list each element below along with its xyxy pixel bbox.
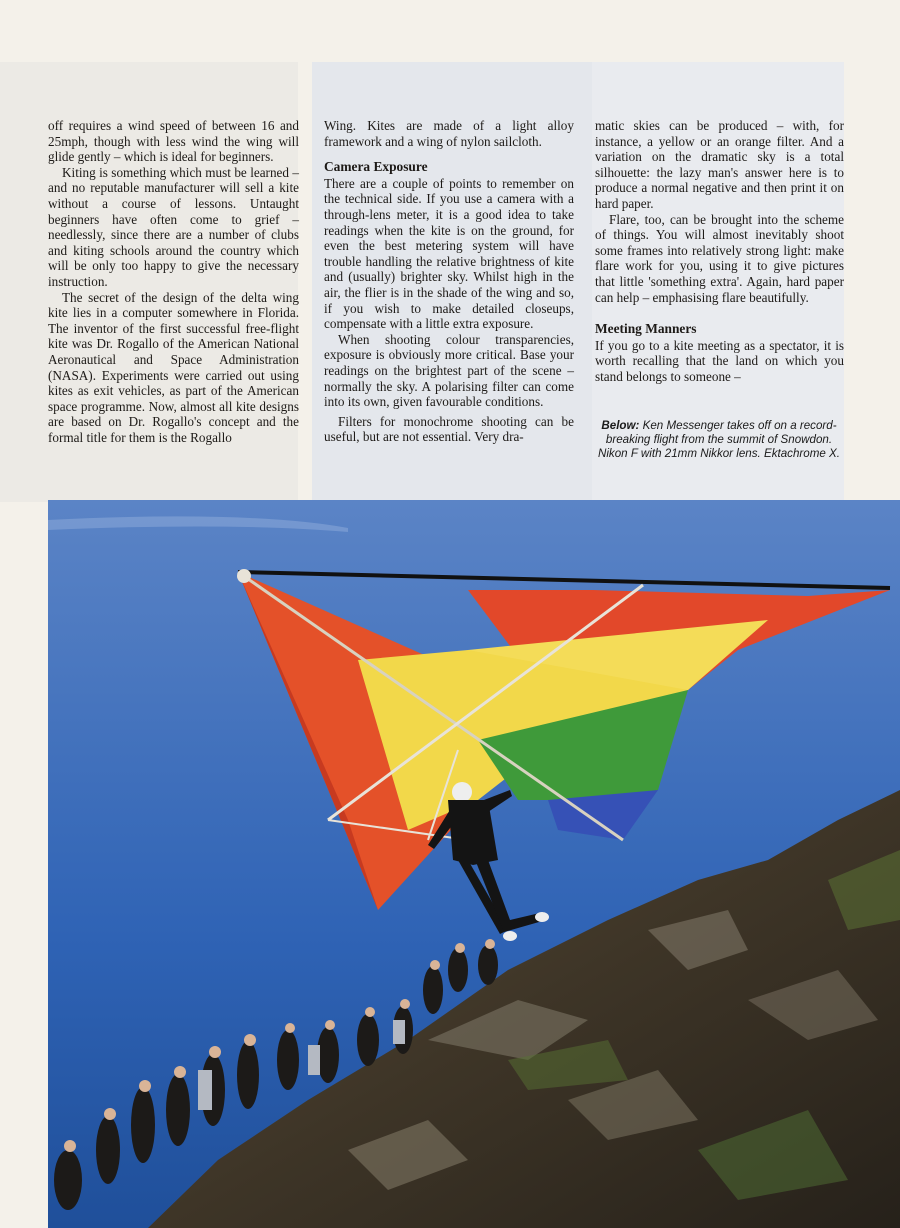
paragraph: When shooting colour transparencies, exposure is obviously more critical. Base your readings on the brightest part of the scene – normally the sky. A polarising filter can come into its own, given favourable conditions. [324,331,574,410]
paragraph: Flare, too, can be brought into the scheme of things. You will almost inevitably shoot some frames into relatively strong light: make flare work for you, using it to give pictures that little 'something extra'. Again, hard paper can help – emphasising flare beautifully. [595,211,844,305]
paragraph: If you go to a kite meeting as a spectator, it is worth recalling that the land on which you stand belongs to someone – [595,337,844,384]
hang-glider-photo [48,500,900,1228]
paragraph: Filters for monochrome shooting can be useful, but are not essential. Very dra- [324,413,574,445]
photo-caption [594,419,844,461]
text-column-1 [48,118,299,445]
text-column-3 [595,118,844,385]
caption-text: Ken Messenger takes off on a record-breaking flight from the summit of Snowdon. Nikon F with 21mm Nikkor lens. Ektachrome X. [597,419,841,460]
section-heading: Meeting Manners [595,321,697,337]
text-column-2 [324,118,574,445]
paragraph: Wing. Kites are made of a light alloy framework and a wing of nylon sailcloth. [324,118,574,149]
caption-lead: Below: [601,419,640,432]
paragraph: Kiting is something which must be learned – and no reputable manufacturer will sell a kite without a course of lessons. Untaught beginners have often come to grief – needlessly, since there are a number of clubs and kiting schools around the country which will be only too happy to give the necessary instruction. [48,164,299,289]
section-heading: Camera Exposure [324,159,428,175]
paragraph: off requires a wind speed of between 16 and 25mph, though with less wind the wing will glide gently – which is ideal for beginners. [48,118,299,165]
paragraph: The secret of the design of the delta wing kite lies in a computer somewhere in Florida. The inventor of the first successful free-flight kite was Dr. Rogallo of the American National Aeronautical and Space Administration (NASA). Experiments were carried out using kites as exit vehicles, as part of the American space programme. Now, almost all kite designs are based on Dr. Rogallo's concept and the formal title for them is the Rogallo [48,289,299,445]
paragraph: There are a couple of points to remember on the technical side. If you use a camera with a through-lens meter, it is a good idea to take readings when the kite is on the ground, for even the best metering system will have trouble handling the relative brightness of kite and (usually) brighter sky. Whilst high in the air, the flier is in the shade of the wing and so, if you wish to make detailed closeups, compensate with a little extra exposure. [324,175,574,332]
paragraph: matic skies can be produced – with, for instance, a yellow or an orange filter. And a variation on the dramatic sky is a total silhouette: the lazy man's answer here is to produce a normal negative and then print it on hard paper. [595,118,844,211]
